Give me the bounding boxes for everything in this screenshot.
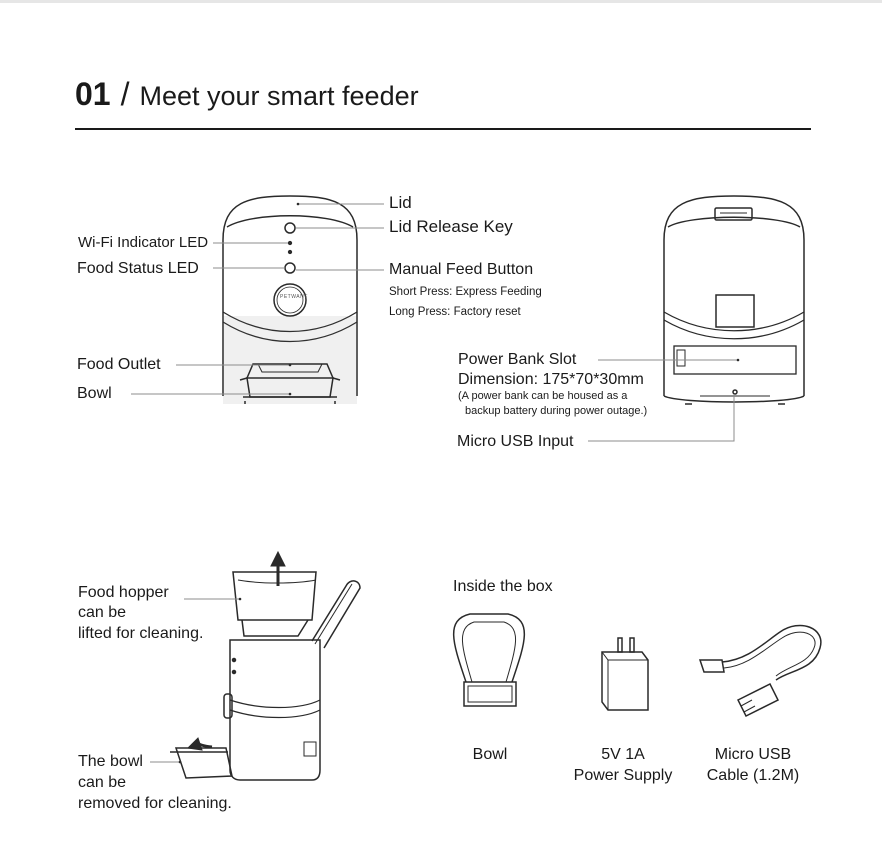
label-food-status-led: Food Status LED: [77, 260, 199, 277]
label-micro-usb-input: Micro USB Input: [457, 433, 574, 450]
label-wifi-led: Wi-Fi Indicator LED: [78, 234, 209, 251]
label-bowl-removal-2: can be: [78, 774, 127, 791]
label-hopper-1: Food hopper: [78, 584, 169, 601]
label-lid: Lid: [389, 193, 412, 212]
label-food-outlet: Food Outlet: [77, 356, 161, 373]
label-bowl: Bowl: [77, 385, 112, 402]
label-manual-feed-button: Manual Feed Button: [389, 261, 534, 278]
box-bowl-illustration: [454, 614, 525, 706]
label-dimension: Dimension: 175*70*30mm: [458, 371, 644, 388]
label-short-press: Short Press: Express Feeding: [389, 286, 542, 298]
label-hopper-3: lifted for cleaning.: [78, 625, 204, 642]
label-power-bank-note-1: (A power bank can be housed as a: [458, 390, 628, 402]
box-item-bowl: [450, 746, 530, 764]
box-item-bowl-label: Bowl: [472, 746, 508, 763]
label-power-bank-slot: Power Bank Slot: [458, 351, 577, 368]
section-number: 01: [75, 76, 111, 112]
label-hopper-2: can be: [78, 604, 127, 621]
box-item-power-supply-line1: 5V 1A: [601, 746, 645, 763]
label-bowl-removal-1: The bowl: [78, 753, 143, 770]
box-item-usb-cable-line2: Cable (1.2M): [706, 767, 800, 784]
usb-cable-illustration: [700, 625, 821, 716]
back-feeder-illustration: [664, 196, 804, 404]
label-lid-release-key: Lid Release Key: [389, 217, 513, 236]
box-item-power-supply: [563, 746, 683, 785]
feeder-logo: PETWANT: [280, 294, 308, 300]
label-power-bank-note-2: backup battery during power outage.): [465, 405, 648, 417]
box-item-usb-cable-line1: Micro USB: [714, 746, 792, 763]
power-supply-illustration: [602, 638, 648, 710]
label-bowl-removal-3: removed for cleaning.: [78, 795, 232, 812]
box-item-usb-cable: [693, 746, 813, 785]
box-item-power-supply-line2: Power Supply: [573, 767, 673, 784]
inside-box-heading: Inside the box: [453, 578, 553, 595]
label-long-press: Long Press: Factory reset: [389, 306, 521, 318]
section-title: Meet your smart feeder: [139, 81, 419, 111]
section-slash: /: [120, 76, 130, 112]
front-feeder-illustration: [223, 196, 357, 404]
